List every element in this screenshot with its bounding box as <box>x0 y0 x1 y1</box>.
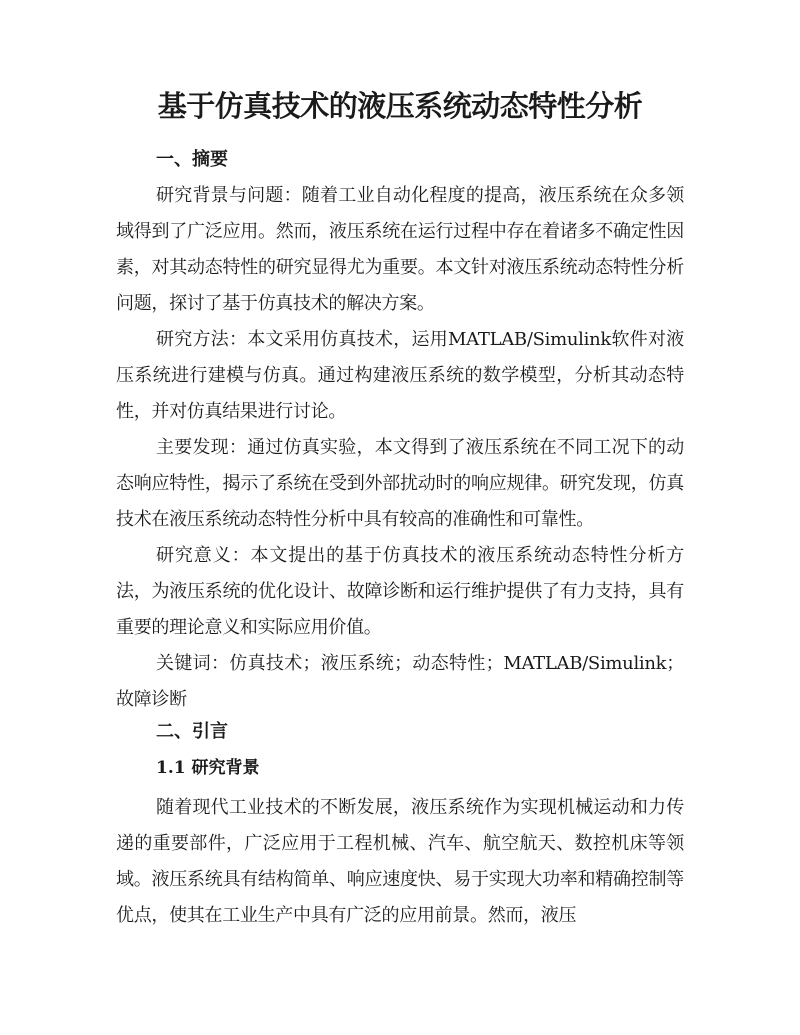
abstract-significance-paragraph: 研究意义：本文提出的基于仿真技术的液压系统动态特性分析方法，为液压系统的优化设计、故障诊断和运行维护提供了有力支持，具有重要的理论意义和实际应用价值。 <box>116 545 684 638</box>
section-heading-introduction: 二、引言 <box>156 721 228 742</box>
section-heading-abstract: 一、摘要 <box>156 149 228 170</box>
document-title: 基于仿真技术的液压系统动态特性分析 <box>157 89 643 123</box>
abstract-method-paragraph: 研究方法：本文采用仿真技术，运用MATLAB/Simulink软件对液压系统进行建模与仿真。通过构建液压系统的数学模型，分析其动态特性，并对仿真结果进行讨论。 <box>116 329 684 422</box>
abstract-background-paragraph: 研究背景与问题：随着工业自动化程度的提高，液压系统在众多领域得到了广泛应用。然而，液压系统在运行过程中存在着诸多不确定性因素，对其动态特性的研究显得尤为重要。本文针对液压系统动态特性分析问题，探讨了基于仿真技术的解决方案。 <box>116 185 684 314</box>
abstract-findings-paragraph: 主要发现：通过仿真实验，本文得到了液压系统在不同工况下的动态响应特性，揭示了系统在受到外部扰动时的响应规律。研究发现，仿真技术在液压系统动态特性分析中具有较高的准确性和可靠性。 <box>116 437 684 530</box>
introduction-background-paragraph: 随着现代工业技术的不断发展，液压系统作为实现机械运动和力传递的重要部件，广泛应用于工程机械、汽车、航空航天、数控机床等领域。液压系统具有结构简单、响应速度快、易于实现大功率和精确控制等优点，使其在工业生产中具有广泛的应用前景。然而，液压 <box>116 797 684 926</box>
subsection-heading-research-background: 1.1 研究背景 <box>156 758 260 778</box>
keywords-paragraph: 关键词：仿真技术；液压系统；动态特性；MATLAB/Simulink；故障诊断 <box>116 653 684 710</box>
